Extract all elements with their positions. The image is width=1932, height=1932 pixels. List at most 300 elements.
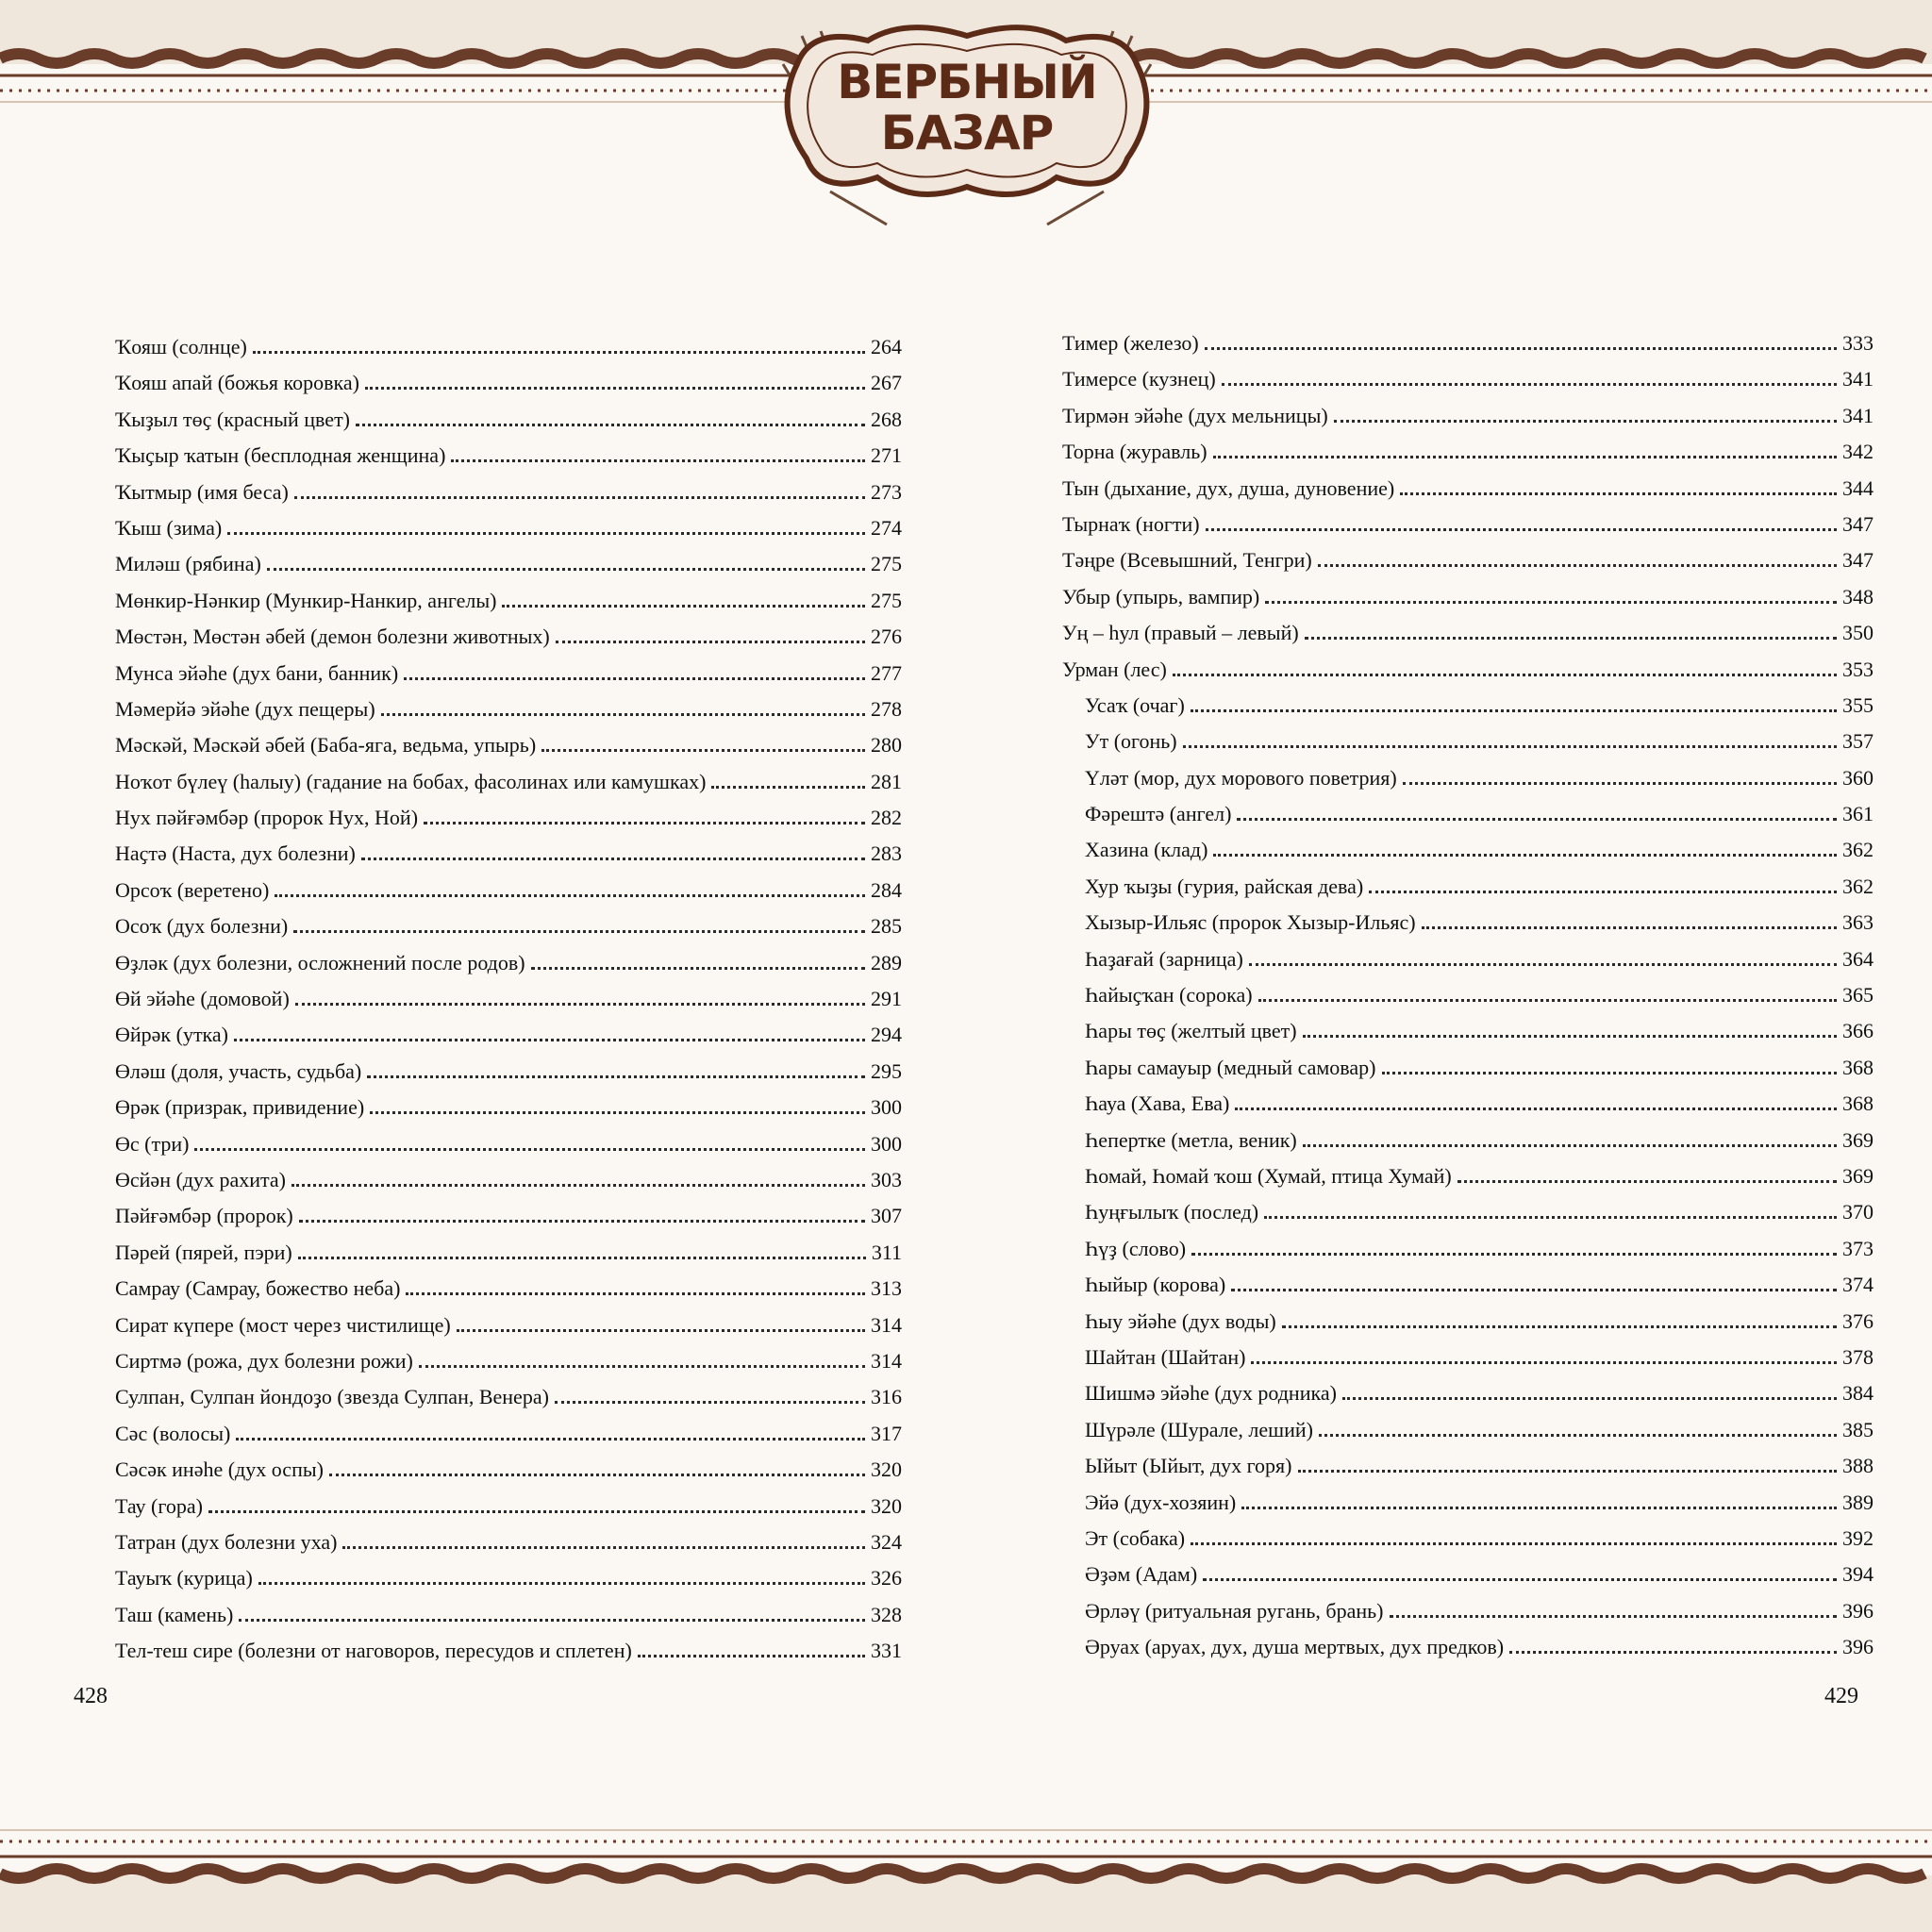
toc-entry [1062, 1014, 1874, 1050]
toc-entry-page: 283 [871, 841, 902, 866]
toc-entry-term: Үләт (мор, дух морового поветрия) [1085, 765, 1397, 790]
toc-entry [115, 1018, 902, 1054]
toc-dot-leader [298, 1236, 866, 1259]
toc-entry-term: Мәмерйә эйәһе (дух пещеры) [115, 696, 375, 721]
toc-entry [1062, 833, 1874, 869]
toc-entry-page: 331 [871, 1639, 902, 1663]
toc-entry-page: 291 [871, 987, 902, 1011]
toc-entry [115, 765, 902, 801]
toc-dot-leader [381, 692, 865, 716]
toc-dot-leader [294, 475, 865, 499]
toc-dot-leader [1400, 472, 1837, 495]
toc-dot-leader [329, 1453, 865, 1476]
toc-entry [115, 330, 902, 366]
toc-entry-page: 368 [1842, 1055, 1874, 1079]
left-toc-list [115, 330, 902, 1670]
toc-entry-term: Торна (журавль) [1062, 440, 1208, 464]
toc-entry-page: 278 [871, 696, 902, 721]
toc-entry-term: Ҡояш апай (божья коровка) [115, 371, 359, 395]
toc-entry-term: Өсйән (дух рахита) [115, 1167, 286, 1191]
toc-entry-page: 271 [871, 443, 902, 468]
toc-entry-term: Сәсәк инәһе (дух оспы) [115, 1457, 324, 1482]
toc-entry-page: 273 [871, 479, 902, 504]
toc-entry-page: 284 [871, 877, 902, 902]
logo-title-line1: ВЕРБНЫЙ [837, 55, 1097, 109]
toc-entry-page: 347 [1842, 511, 1874, 536]
toc-entry [1062, 472, 1874, 508]
toc-entry-page: 317 [871, 1421, 902, 1445]
logo-title-line2: БАЗАР [880, 106, 1054, 160]
toc-dot-leader [1241, 1486, 1837, 1509]
toc-entry [115, 1091, 902, 1126]
toc-dot-leader [1509, 1630, 1837, 1654]
toc-entry [1062, 508, 1874, 543]
left-page [0, 255, 966, 1783]
toc-dot-leader [531, 946, 865, 970]
toc-entry-term: Ҡыҫыр ҡатын (бесплодная женщина) [115, 443, 446, 468]
toc-dot-leader [1403, 761, 1837, 785]
toc-entry [115, 1380, 902, 1416]
toc-entry-page: 369 [1842, 1163, 1874, 1188]
toc-entry [1062, 1557, 1874, 1593]
toc-entry-page: 355 [1842, 692, 1874, 717]
toc-entry [115, 874, 902, 909]
toc-entry-term: Урман (лес) [1062, 657, 1167, 681]
toc-entry-page: 388 [1842, 1454, 1874, 1478]
toc-entry-page: 326 [871, 1566, 902, 1591]
toc-entry-term: Нух пәйғәмбәр (пророк Нух, Ной) [115, 806, 419, 830]
toc-dot-leader [365, 366, 865, 390]
toc-entry-term: Һаҙағай (зарница) [1085, 946, 1243, 971]
toc-entry-page: 360 [1842, 765, 1874, 790]
toc-entry-term: Әрләү (ритуальная ругань, брань) [1085, 1598, 1384, 1623]
toc-dot-leader [234, 1018, 865, 1041]
toc-dot-leader [194, 1127, 865, 1151]
toc-entry-page: 320 [871, 1457, 902, 1482]
toc-entry [115, 1598, 902, 1634]
toc-entry [1062, 580, 1874, 616]
toc-entry-term: Әруах (аруах, дух, душа мертвых, дух предков) [1085, 1635, 1505, 1659]
toc-dot-leader [404, 657, 865, 680]
toc-dot-leader [267, 547, 865, 571]
toc-dot-leader [1264, 1195, 1837, 1219]
toc-entry-term: Шишмә эйәһе (дух родника) [1085, 1381, 1337, 1406]
toc-dot-leader [299, 1199, 865, 1223]
toc-entry [115, 692, 902, 728]
toc-entry-term: Ҡыш (зима) [115, 515, 223, 540]
toc-entry-term: Өйрәк (утка) [115, 1023, 229, 1047]
toc-entry-term: Ҡытмыр (имя беса) [115, 479, 289, 504]
toc-entry [115, 1561, 902, 1597]
toc-entry-term: Ноҡот бүлеү (һалыу) (гадание на бобах, фасолинах или камушках) [115, 769, 707, 793]
toc-entry-term: Шайтан (Шайтан) [1085, 1344, 1246, 1369]
toc-entry [1062, 1376, 1874, 1412]
toc-entry [1062, 724, 1874, 760]
toc-entry-page: 342 [1842, 440, 1874, 464]
toc-entry-page: 275 [871, 588, 902, 612]
right-page [966, 255, 1932, 1783]
toc-entry-term: Уң – һул (правый – левый) [1062, 621, 1299, 645]
toc-entry-term: Өс (три) [115, 1131, 190, 1156]
toc-entry-term: Татран (дух болезни уха) [115, 1529, 338, 1554]
toc-entry-term: Фәрештә (ангел) [1085, 802, 1232, 826]
toc-entry-page: 362 [1842, 838, 1874, 862]
toc-entry [115, 1199, 902, 1235]
toc-entry-page: 350 [1842, 621, 1874, 645]
toc-dot-leader [1390, 1594, 1838, 1618]
bottom-border-ornament [0, 1802, 1932, 1932]
toc-entry [115, 657, 902, 692]
toc-entry-page: 378 [1842, 1344, 1874, 1369]
toc-entry-term: Тәңре (Всевышний, Тенгри) [1062, 548, 1312, 573]
toc-dot-leader [1235, 1087, 1837, 1110]
toc-entry-term: Тел-теш сире (болезни от наговоров, пересудов и сплетен) [115, 1639, 632, 1663]
toc-entry-page: 267 [871, 371, 902, 395]
toc-entry-term: Эт (собака) [1085, 1525, 1186, 1550]
toc-entry [115, 584, 902, 620]
toc-entry-term: Мөнкир-Нәнкир (Мункир-Нанкир, ангелы) [115, 588, 497, 612]
toc-entry-page: 374 [1842, 1273, 1874, 1297]
toc-entry [115, 511, 902, 547]
toc-entry [1062, 1594, 1874, 1630]
toc-entry-page: 385 [1842, 1417, 1874, 1441]
toc-dot-leader [419, 1344, 865, 1368]
toc-entry-page: 362 [1842, 874, 1874, 898]
toc-dot-leader [1282, 1305, 1837, 1328]
toc-entry-term: Һүҙ (слово) [1085, 1236, 1187, 1260]
toc-entry-page: 264 [871, 335, 902, 358]
toc-entry [1062, 1051, 1874, 1087]
toc-entry-page: 369 [1842, 1127, 1874, 1152]
toc-entry-page: 392 [1842, 1525, 1874, 1550]
toc-dot-leader [406, 1272, 865, 1295]
toc-dot-leader [1258, 978, 1837, 1002]
toc-entry [115, 1525, 902, 1561]
toc-entry-page: 276 [871, 625, 902, 649]
toc-entry [115, 403, 902, 439]
toc-dot-leader [291, 1163, 865, 1187]
toc-entry-page: 277 [871, 660, 902, 685]
toc-dot-leader [239, 1598, 865, 1622]
toc-entry-term: Наҫтә (Наста, дух болезни) [115, 841, 356, 866]
toc-dot-leader [1191, 1232, 1837, 1256]
toc-entry-page: 313 [871, 1276, 902, 1301]
right-toc-list [1062, 326, 1874, 1666]
toc-entry-page: 384 [1842, 1381, 1874, 1406]
toc-dot-leader [275, 874, 865, 897]
toc-entry-term: Сәс (волосы) [115, 1421, 231, 1445]
toc-entry-page: 394 [1842, 1562, 1874, 1587]
toc-entry-page: 368 [1842, 1091, 1874, 1116]
toc-entry-page: 341 [1842, 367, 1874, 391]
toc-dot-leader [451, 439, 865, 462]
toc-entry-term: Һыйыр (корова) [1085, 1273, 1226, 1297]
toc-dot-leader [1191, 689, 1837, 712]
toc-entry-term: Мунса эйәһе (дух бани, банник) [115, 660, 399, 685]
toc-entry-term: Пәйғәмбәр (пророк) [115, 1204, 293, 1228]
toc-entry [1062, 689, 1874, 724]
toc-entry [115, 1272, 902, 1307]
toc-entry-page: 396 [1842, 1598, 1874, 1623]
toc-dot-leader [1298, 1449, 1838, 1473]
toc-entry [1062, 543, 1874, 579]
toc-entry-page: 365 [1842, 983, 1874, 1008]
toc-entry-term: Сират күпере (мост через чистилище) [115, 1312, 451, 1337]
toc-dot-leader [1382, 1051, 1838, 1074]
toc-entry [1062, 1124, 1874, 1159]
toc-entry-term: Өрәк (призрак, привидение) [115, 1095, 365, 1120]
toc-entry-page: 333 [1842, 331, 1874, 355]
toc-entry [1062, 1232, 1874, 1268]
toc-dot-leader [227, 511, 865, 535]
toc-entry [115, 439, 902, 475]
toc-entry-page: 295 [871, 1058, 902, 1083]
toc-entry-term: Өй эйәһе (домовой) [115, 987, 290, 1011]
toc-dot-leader [1342, 1376, 1837, 1400]
toc-dot-leader [1237, 797, 1837, 821]
toc-dot-leader [1457, 1159, 1837, 1183]
toc-entry [1062, 906, 1874, 941]
toc-dot-leader [638, 1634, 865, 1657]
toc-entry [115, 1308, 902, 1344]
toc-entry [1062, 942, 1874, 978]
toc-entry [115, 837, 902, 873]
toc-entry-term: Эйә (дух-хозяин) [1085, 1490, 1237, 1514]
toc-entry-term: Ҡыҙыл төҫ (красный цвет) [115, 407, 351, 431]
toc-entry-term: Убыр (упырь, вампир) [1062, 584, 1260, 608]
toc-entry-page: 311 [871, 1240, 902, 1264]
toc-entry-page: 363 [1842, 910, 1874, 935]
toc-entry-term: Тауыҡ (курица) [115, 1566, 253, 1591]
toc-entry-term: Хур ҡыҙы (гурия, райская дева) [1085, 874, 1364, 898]
toc-entry-term: Сулпан, Сулпан йондоҙо (звезда Сулпан, Венера) [115, 1385, 549, 1409]
toc-entry [115, 982, 902, 1018]
toc-entry-page: 361 [1842, 802, 1874, 826]
toc-dot-leader [361, 837, 865, 860]
toc-dot-leader [1213, 435, 1837, 458]
toc-entry-page: 314 [871, 1348, 902, 1373]
toc-dot-leader [1369, 870, 1837, 893]
toc-entry [1062, 1268, 1874, 1304]
toc-entry [1062, 1159, 1874, 1195]
toc-dot-leader [370, 1091, 865, 1114]
toc-dot-leader [1319, 1413, 1837, 1437]
toc-dot-leader [236, 1417, 865, 1441]
toc-dot-leader [1183, 724, 1837, 748]
toc-dot-leader [367, 1055, 865, 1078]
toc-entry-page: 314 [871, 1312, 902, 1337]
toc-entry-term: Мөстән, Мөстән әбей (демон болезни животных) [115, 625, 550, 649]
toc-entry-page: 303 [871, 1167, 902, 1191]
toc-entry-page: 282 [871, 806, 902, 830]
toc-dot-leader [1203, 1557, 1837, 1581]
toc-entry-term: Һыу эйәһе (дух воды) [1085, 1308, 1276, 1333]
toc-entry [115, 801, 902, 837]
toc-entry [1062, 435, 1874, 471]
toc-entry-term: Ыйыт (Ыйыт, дух горя) [1085, 1454, 1292, 1478]
toc-entry-term: Һепертке (метла, веник) [1085, 1127, 1297, 1152]
toc-entry [1062, 1449, 1874, 1485]
toc-entry-page: 344 [1842, 475, 1874, 500]
toc-entry-page: 389 [1842, 1490, 1874, 1514]
toc-dot-leader [1422, 906, 1837, 929]
toc-entry-term: Һары төҫ (желтый цвет) [1085, 1019, 1297, 1043]
toc-dot-leader [1265, 580, 1837, 604]
toc-entry [115, 909, 902, 945]
toc-entry-page: 341 [1842, 403, 1874, 427]
toc-entry [1062, 1341, 1874, 1376]
toc-entry-page: 289 [871, 950, 902, 974]
toc-entry [1062, 1413, 1874, 1449]
toc-entry [1062, 1087, 1874, 1123]
toc-entry-page: 324 [871, 1529, 902, 1554]
toc-entry-page: 328 [871, 1602, 902, 1626]
toc-dot-leader [1173, 653, 1837, 676]
toc-dot-leader [208, 1490, 865, 1513]
toc-entry-term: Осоҡ (дух болезни) [115, 914, 289, 939]
toc-entry-page: 396 [1842, 1635, 1874, 1659]
toc-entry-term: Тимерсе (кузнец) [1062, 367, 1216, 391]
toc-entry [1062, 399, 1874, 435]
toc-entry-term: Әҙәм (Адам) [1085, 1562, 1198, 1587]
toc-entry [115, 1417, 902, 1453]
toc-entry-term: Пәрей (пярей, пэри) [115, 1240, 292, 1264]
toc-dot-leader [556, 620, 865, 643]
toc-entry-term: Миләш (рябина) [115, 552, 261, 576]
toc-entry-page: 275 [871, 552, 902, 576]
toc-entry-term: Самрау (Самрау, божество неба) [115, 1276, 401, 1301]
toc-entry-term: Тын (дыхание, дух, душа, дуновение) [1062, 475, 1395, 500]
toc-entry-page: 300 [871, 1095, 902, 1120]
toc-entry-term: Һары самауыр (медный самовар) [1085, 1055, 1376, 1079]
toc-entry-term: Ут (огонь) [1085, 729, 1177, 754]
toc-entry-term: Тау (гора) [115, 1493, 203, 1518]
toc-dot-leader [356, 403, 865, 426]
toc-entry-term: Тырнаҡ (ногти) [1062, 511, 1200, 536]
toc-dot-leader [541, 728, 865, 752]
toc-entry [115, 1453, 902, 1489]
toc-entry-page: 281 [871, 769, 902, 793]
toc-entry [1062, 362, 1874, 398]
toc-entry-page: 320 [871, 1493, 902, 1518]
toc-dot-leader [1318, 543, 1837, 567]
toc-dot-leader [253, 330, 865, 354]
toc-dot-leader [1303, 1014, 1837, 1038]
toc-entry [1062, 797, 1874, 833]
toc-entry [115, 1634, 902, 1670]
toc-dot-leader [502, 584, 865, 608]
toc-dot-leader [1249, 942, 1837, 966]
toc-dot-leader [258, 1561, 865, 1585]
toc-dot-leader [1305, 616, 1837, 640]
toc-entry-page: 274 [871, 515, 902, 540]
toc-entry [115, 547, 902, 583]
toc-entry-page: 268 [871, 407, 902, 431]
toc-entry-term: Өләш (доля, участь, судьба) [115, 1058, 362, 1083]
toc-entry-page: 316 [871, 1385, 902, 1409]
toc-entry-page: 285 [871, 914, 902, 939]
toc-entry [115, 946, 902, 982]
toc-entry [1062, 326, 1874, 362]
toc-entry-page: 347 [1842, 548, 1874, 573]
toc-entry [115, 475, 902, 511]
toc-entry-page: 348 [1842, 584, 1874, 608]
toc-entry-page: 366 [1842, 1019, 1874, 1043]
toc-dot-leader [555, 1380, 865, 1404]
toc-entry-page: 307 [871, 1204, 902, 1228]
toc-dot-leader [1303, 1124, 1837, 1147]
toc-entry [115, 1055, 902, 1091]
toc-entry [1062, 1195, 1874, 1231]
toc-entry-term: Һуңғылыҡ (послед) [1085, 1200, 1259, 1224]
toc-entry-page: 376 [1842, 1308, 1874, 1333]
toc-entry [1062, 978, 1874, 1014]
toc-entry-page: 370 [1842, 1200, 1874, 1224]
toc-entry [115, 1163, 902, 1199]
toc-dot-leader [1191, 1522, 1837, 1545]
left-page-number: 428 [74, 1684, 108, 1708]
toc-dot-leader [1206, 508, 1837, 531]
toc-entry [115, 1490, 902, 1525]
toc-entry-term: Ҡояш (солнце) [115, 335, 247, 358]
toc-dot-leader [1231, 1268, 1837, 1291]
toc-entry [115, 728, 902, 764]
toc-dot-leader [1205, 326, 1837, 350]
toc-entry [1062, 1305, 1874, 1341]
toc-entry [115, 1344, 902, 1380]
toc-entry-term: Өҙләк (дух болезни, осложнений после родов) [115, 950, 525, 974]
toc-entry-term: Хазина (клад) [1085, 838, 1208, 862]
toc-entry-term: Хызыр-Ильяс (пророк Хызыр-Ильяс) [1085, 910, 1416, 935]
toc-entry [1062, 1522, 1874, 1557]
toc-entry [115, 620, 902, 656]
toc-entry [115, 1236, 902, 1272]
toc-entry [1062, 1630, 1874, 1666]
toc-entry-term: Тимер (железо) [1062, 331, 1199, 355]
logo-badge [745, 8, 1189, 229]
bottom-border-band [0, 1802, 1932, 1932]
toc-entry-page: 280 [871, 733, 902, 758]
toc-entry [1062, 761, 1874, 797]
toc-dot-leader [1251, 1341, 1837, 1364]
toc-dot-leader [711, 765, 865, 789]
toc-entry-page: 364 [1842, 946, 1874, 971]
toc-dot-leader [1334, 399, 1837, 423]
toc-entry-term: Усаҡ (очаг) [1085, 692, 1185, 717]
toc-entry [1062, 616, 1874, 652]
toc-dot-leader [1222, 362, 1837, 386]
toc-entry-page: 300 [871, 1131, 902, 1156]
toc-entry-term: Һауа (Хава, Ева) [1085, 1091, 1230, 1116]
toc-entry-term: Орсоҡ (веретено) [115, 877, 270, 902]
toc-entry [115, 366, 902, 402]
toc-dot-leader [424, 801, 865, 824]
toc-entry [1062, 1486, 1874, 1522]
toc-dot-leader [457, 1308, 865, 1332]
toc-entry-page: 294 [871, 1023, 902, 1047]
toc-entry-term: Мәскәй, Мәскәй әбей (Баба-яга, ведьма, упырь) [115, 733, 537, 758]
toc-entry-term: Һайыҫҡан (сорока) [1085, 983, 1253, 1008]
toc-entry [1062, 870, 1874, 906]
toc-entry-term: Шүрәле (Шурале, леший) [1085, 1417, 1313, 1441]
right-page-number: 429 [1824, 1684, 1858, 1708]
toc-entry-term: Тирмән эйәһе (дух мельницы) [1062, 403, 1328, 427]
toc-entry [1062, 653, 1874, 689]
toc-entry-page: 373 [1842, 1236, 1874, 1260]
toc-dot-leader [342, 1525, 865, 1549]
toc-entry-term: Һомай, Һомай ҡош (Хумай, птица Хумай) [1085, 1163, 1452, 1188]
toc-dot-leader [295, 982, 865, 1006]
